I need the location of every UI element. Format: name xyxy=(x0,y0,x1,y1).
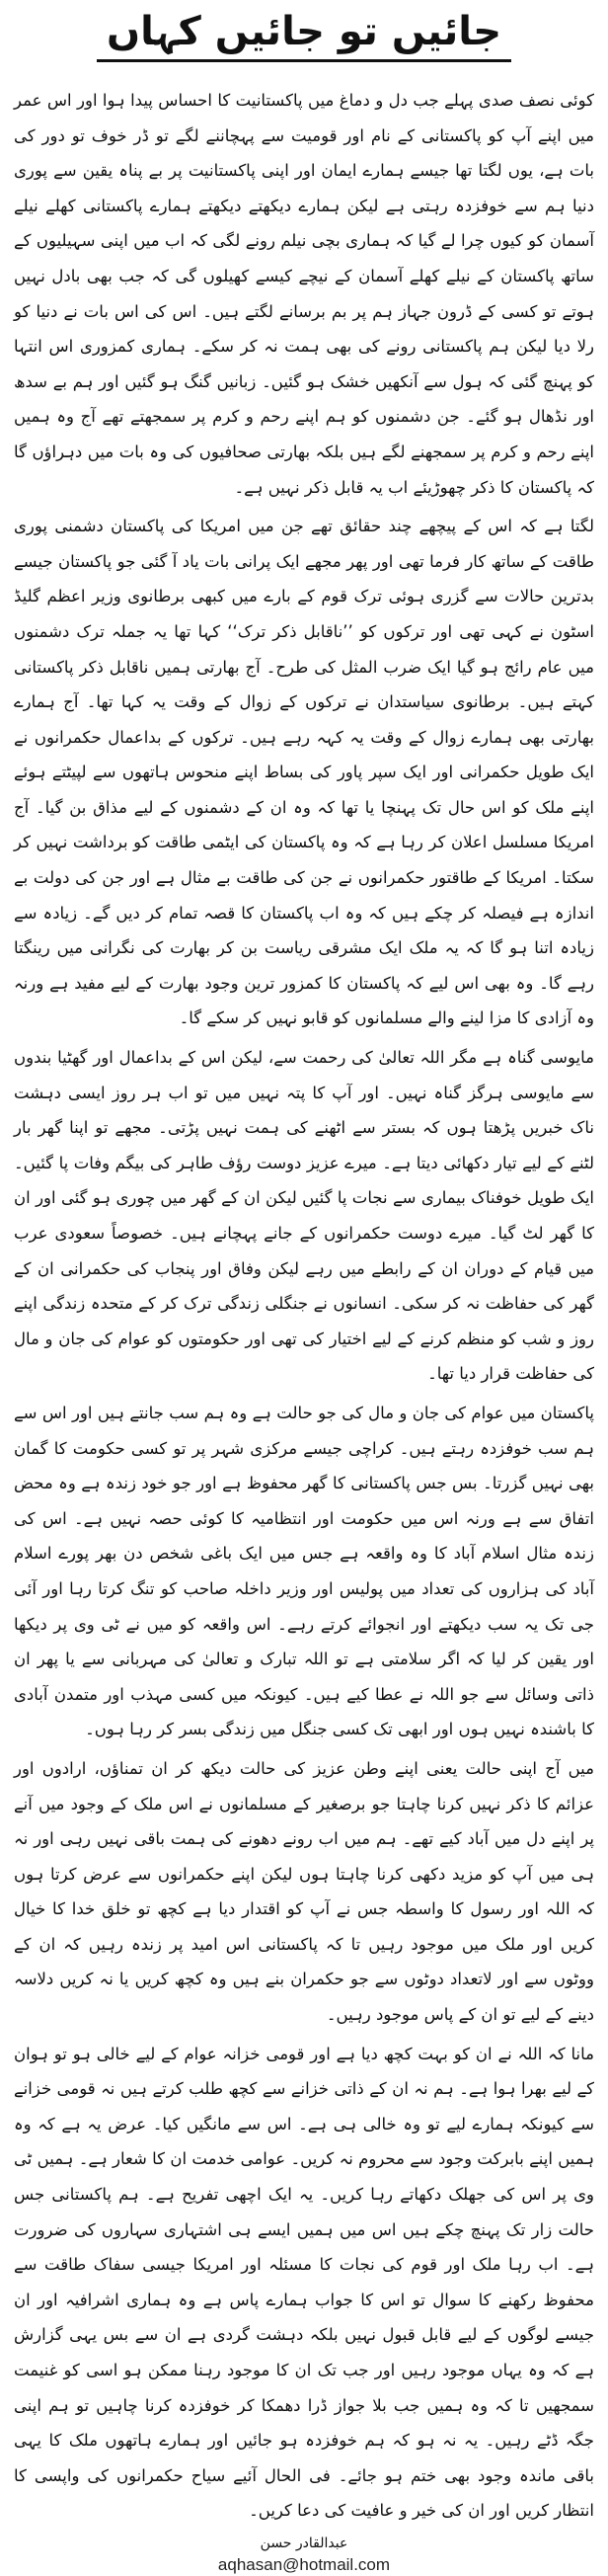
headline-wrap xyxy=(14,0,594,71)
paragraph: کوئی نصف صدی پہلے جب دل و دماغ میں پاکستانیت کا احساس پیدا ہوا اور اس عمر میں اپنے آپ کو پاکستانی کے نام اور قومیت سے پہچاننے لگے تو ڈر خوف تو دور کی بات ہے، یوں لگتا تھا جیسے ہمارے ایمان اور اپنی پاکستانیت پر بے پناہ یقین سے پوری دنیا ہم سے خوفزدہ رہتی ہے لیکن ہمارے دیکھتے دیکھتے ہمارے پاکستانی کھلے نیلے آسمان کو کیوں چرا لے گیا کہ ہماری بچی نیلم رونے لگی کہ اب میں اپنی سہیلیوں کے ساتھ پاکستان کے نیلے کھلے آسمان کے نیچے کیسے کھیلوں گی کہ جب بھی بادل نہیں ہوتے تو کسی کے ڈرون جہاز ہم پر بم برسانے لگتے ہیں۔ اس کی اس بات نے دنیا کو رلا دیا لیکن ہم پاکستانی رونے کی بھی ہمت نہ کر سکے۔ ہماری کمزوری اس انتہا کو پہنچ گئی کہ ہول سے آنکھیں خشک ہو گئیں۔ زبانیں گنگ ہو گئیں اور ہم بے سدھ اور نڈھال ہو گئے۔ جن دشمنوں کو ہم اپنے رحم و کرم پر سمجھتے تھے آج وہ ہمیں اپنے رحم و کرم پر سمجھنے لگے ہیں بلکہ بھارتی صحافیوں کی وہ بات میں دہراؤں گا کہ پاکستان کا ذکر چھوڑیئے اب یہ قابل ذکر نہیں ہے۔ xyxy=(14,91,594,497)
author-email[interactable]: aqhasan@hotmail.com xyxy=(217,2554,391,2574)
article-body xyxy=(14,83,594,2529)
paragraph: میں آج اپنی حالت یعنی اپنے وطن عزیز کی حالت دیکھ کر ان تمناؤں، ارادوں اور عزائم کا ذکر نہیں کرنا چاہتا جو برصغیر کے مسلمانوں نے اس ملک کے وجود میں آنے پر اپنے دل میں آباد کیے تھے۔ ہم میں اب رونے دھونے کی ہمت باقی نہیں رہی اور نہ ہی میں آپ کو مزید دکھی کرنا چاہتا ہوں لیکن اپنے حکمرانوں سے عرض کرتا ہوں کہ اللہ اور رسول کا واسطہ جس نے آپ کو اقتدار دیا ہے کچھ تو خلق خدا کا خیال کریں اور ملک میں موجود رہیں تا کہ پاکستانی اس امید پر زندہ رہیں کہ ان کے ووٹوں سے اور لاتعداد دوٹوں سے جو حکمران بنے ہیں وہ کچھ کریں یا نہ کریں دلاسہ دینے کے لیے تو ان کے پاس موجود رہیں۔ xyxy=(14,1758,594,2025)
paragraph: پاکستان میں عوام کی جان و مال کی جو حالت ہے وہ ہم سب جانتے ہیں اور اس سے ہم سب خوفزدہ رہتے ہیں۔ کراچی جیسے مرکزی شہر پر تو کسی حکومت کا گمان بھی نہیں گزرتا۔ بس جس پاکستانی کا گھر محفوظ ہے اور جو خود زندہ ہے وہ محض اتفاق سے ہے ورنہ اس میں حکومت اور انتظامیہ کا کوئی حصہ نہیں ہے۔ اس کی زندہ مثال اسلام آباد کا وہ واقعہ ہے جس میں ایک باغی شخص دن بھر پورے اسلام آباد کی ہزاروں کی تعداد میں پولیس اور وزیر داخلہ صاحب کو تنگ کرتا رہا اور آئی جی تک یہ سب دیکھتے اور انجوائے کرتے رہے۔ اس واقعہ کو میں نے ٹی وی پر دیکھا اور یقین کر لیا کہ اگر سلامتی ہے تو اللہ تبارک و تعالیٰ کی مہربانی سے یا پھر ان ذاتی وسائل سے جو اللہ نے عطا کیے ہیں۔ کیونکہ میں کسی مہذب اور متمدن آبادی کا باشندہ نہیں ہوں اور ابھی تک کسی جنگل میں زندگی بسر کر رہا ہوں۔ xyxy=(14,1403,594,1739)
author-name: عبدالقادر حسن xyxy=(260,2535,348,2551)
paragraph: مانا کہ اللہ نے ان کو بہت کچھ دیا ہے اور قومی خزانہ عوام کے لیے خالی ہو تو ہوان کے لیے بھرا ہوا ہے۔ ہم نہ ان کے ذاتی خزانے سے کچھ طلب کرتے ہیں نہ قومی خزانے سے کیونکہ ہمارے لیے تو وہ خالی ہی ہے۔ اس سے مانگیں کیا۔ عرض یہ ہے کہ وہ ہمیں اپنے بابرکت وجود سے محروم نہ کریں۔ عوامی خدمت ان کا شعار ہے۔ ہمیں ٹی وی پر اس کی جھلک دکھاتے رہا کریں۔ یہ ایک اچھی تفریح ہے۔ ہم پاکستانی جس حالت زار تک پہنچ چکے ہیں اس میں ہمیں ایسے ہی اشتہاری سہاروں کی ضرورت ہے۔ اب رہا ملک اور قوم کی نجات کا مسئلہ اور امریکا جیسی سفاک طاقت سے محفوظ رکھنے کا سوال تو اس کا جواب ہمارے پاس ہے وہ ہماری اشرافیہ اور ان جیسے لوگوں کے لیے قابل قبول نہیں بلکہ دہشت گردی ہے ان سے بس یہی گزارش ہے کہ وہ یہاں موجود رہیں اور جب تک ان کا موجود رہنا ممکن ہو اسی کو غنیمت سمجھیں تا کہ وہ ہمیں جب بلا جواز ڈرا دھمکا کر خوفزدہ کرنا چاہیں تو ہم اپنی جگہ ڈٹے رہیں۔ یہ نہ ہو کہ ہم خوفزدہ ہو جائیں اور ہمارے ہاتھوں ملک کا یہی باقی ماندہ وجود بھی ختم ہو جائے۔ فی الحال آئیے سیاح حکمرانوں کی واپسی کا انتظار کریں اور ان کی خیر و عافیت کی دعا کریں۔ xyxy=(14,2044,594,2521)
paragraph: مایوسی گناہ ہے مگر اللہ تعالیٰ کی رحمت سے، لیکن اس کے بداعمال اور گھٹیا بندوں سے مایوسی ہرگز گناہ نہیں۔ اور آپ کا پتہ نہیں میں تو اب ہر روز ایسی دہشت ناک خبریں پڑھتا ہوں کہ بستر سے اٹھنے کی ہمت نہیں پڑتی۔ مجھے تو اپنا گھر بار لٹنے کے لیے تیار دکھائی دیتا ہے۔ میرے عزیز دوست رؤف طاہر کی بیگم وفات پا گئیں۔ ایک طویل خوفناک بیماری سے نجات پا گئیں لیکن ان کے گھر میں چوری ہو گئی اور ان کا گھر لٹ گیا۔ میرے دوست حکمرانوں کے جانے پہچانے ہیں۔ خصوصاً سعودی عرب میں قیام کے دوران ان کے رابطے میں رہے لیکن وفاق اور پنجاب کی حکمرانی ان کے گھر کی حفاظت نہ کر سکی۔ انسانوں نے جنگلی زندگی ترک کر کے متحدہ زندگی اپنے روز و شب کو منظم کرنے کے لیے اختیار کی تھی اور حکومتوں کو عوام کی جان و مال کی حفاظت قرار دیا تھا۔ xyxy=(14,1048,594,1384)
headline: جائیں تو جائیں کہاں xyxy=(97,6,511,62)
paragraph: لگتا ہے کہ اس کے پیچھے چند حقائق تھے جن میں امریکا کی پاکستان دشمنی پوری طاقت کے ساتھ کار فرما تھی اور پھر مجھے ایک پرانی بات یاد آ گئی جو پاکستان جیسے بدترین حالات سے گزری ہوئی ترک قوم کے بارے میں کبھی برطانوی وزیر اعظم گلیڈ اسٹون نے کہی تھی اور ترکوں کو ’’ناقابل ذکر ترک‘‘ کہا تھا یہ جملہ ترک دشمنوں میں عام رائج ہو گیا ایک ضرب المثل کی طرح۔ آج بھارتی ہمیں ناقابل ذکر پاکستانی کہتے ہیں۔ برطانوی سیاستدان نے ترکوں کے زوال کے وقت یہ کہا تھا۔ آج ہمارے بھارتی بھی ہمارے زوال کے وقت یہ کہہ رہے ہیں۔ ترکوں کے بداعمال حکمرانوں نے ایک طویل حکمرانی اور ایک سپر پاور کی بساط اپنے منحوس ہاتھوں سے لپیٹتے ہوئے اپنے ملک کو اس حال تک پہنچا یا تھا کہ وہ ان کے دشمنوں کے لیے مذاق بن گیا۔ آج امریکا مسلسل اعلان کر رہا ہے کہ وہ پاکستان کی ایٹمی طاقت کو برداشت نہیں کر سکتا۔ امریکا کے طاقتور حکمرانوں نے جن کی طاقت بے مثال ہے اور جن کی دولت بے اندازہ ہے فیصلہ کر چکے ہیں کہ وہ اب پاکستان کا قصہ تمام کر دیں گے۔ زیادہ سے زیادہ اتنا ہو گا کہ یہ ملک ایک مشرقی ریاست بن کر بھارت کی نگرانی میں رینگتا رہے گا۔ وہ بھی اس لیے کہ پاکستان کا کمزور ترین وجود بھارت کے لیے مفید ہے ورنہ وہ آزادی کا مزا لینے والے مسلمانوں کو قابو نہیں کر سکے گا۔ xyxy=(14,517,594,1028)
